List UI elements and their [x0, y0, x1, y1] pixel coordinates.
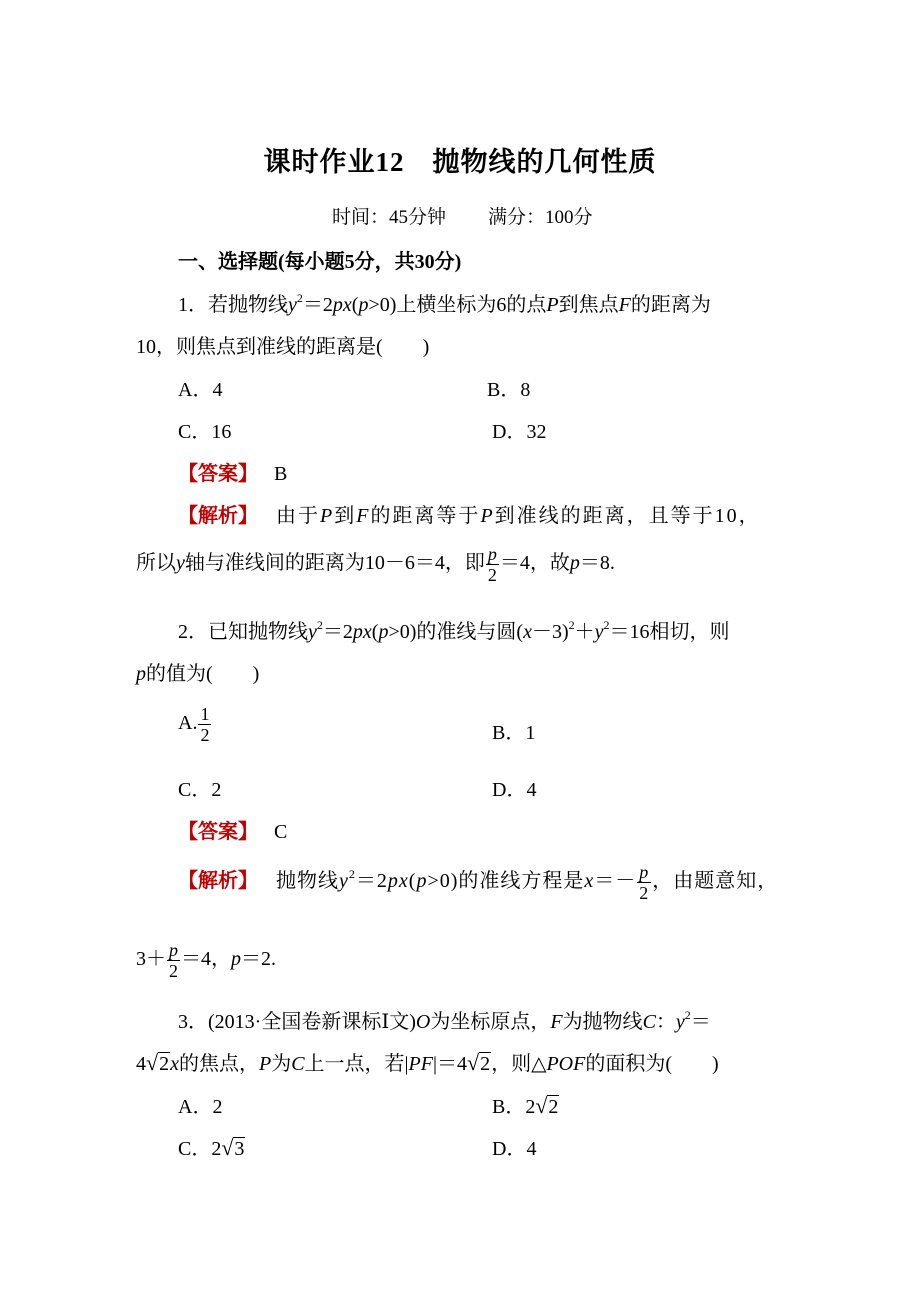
- q2-analysis-line2: 3＋ $\frac{p}{2}$ ＝4，p＝2.: [136, 940, 276, 981]
- sqrt-symbol: √2: [535, 1093, 559, 1118]
- fraction-p-over-2: $\frac{p}{2}$: [487, 544, 497, 585]
- q1-analysis-line1: 【解析】 由于P到F的距离等于P到准线的距离，且等于10，: [178, 505, 761, 527]
- q2-option-b[interactable]: B．1: [492, 722, 536, 744]
- q3-option-d[interactable]: D．4: [492, 1138, 537, 1160]
- q1-option-c[interactable]: C．16: [178, 421, 232, 443]
- sqrt-symbol: √2: [146, 1050, 170, 1075]
- fraction-one-half: $\frac{1}{2}$: [200, 704, 210, 745]
- page-title: 课时作业12 抛物线的几何性质: [263, 147, 657, 177]
- fraction-p-over-2: $\frac{p}{2}$: [169, 940, 178, 981]
- q2-answer: 【答案】 C: [178, 821, 288, 843]
- q1-option-b[interactable]: B．8: [487, 379, 531, 401]
- q2-option-c[interactable]: C．2: [178, 779, 222, 801]
- q2-option-d[interactable]: D．4: [492, 779, 537, 801]
- sqrt-symbol: √2: [467, 1050, 491, 1075]
- q2-option-a[interactable]: A. $\frac{1}{2}$: [178, 704, 210, 745]
- fraction-p-over-2: $\frac{p}{2}$: [639, 862, 650, 903]
- q3-option-c[interactable]: C．2√3: [178, 1135, 245, 1160]
- q2-stem-line2: p的值为( ): [136, 663, 260, 685]
- q2-stem-line1: 2．已知抛物线$y^2=2px(p>0)$的准线与圆$(x-3)^2+y^2=16$相切，则: [178, 618, 730, 643]
- q1-option-d[interactable]: D．32: [492, 421, 547, 443]
- q1-option-a[interactable]: A．4: [178, 379, 223, 401]
- q1-answer: 【答案】 B: [178, 463, 288, 485]
- time-limit: 时间：45分钟: [332, 207, 447, 228]
- q1-stem-line1: 1．若抛物线$y^2=2px(p>0)$上横坐标为6的点P到焦点F的距离为: [178, 291, 711, 316]
- q1-analysis-line2: 所以y轴与准线间的距离为10－6＝4，即 $\frac{p}{2}$ ＝4，故p＝8.: [136, 544, 615, 585]
- full-score: 满分：100分: [488, 207, 593, 228]
- section-heading: 一、选择题(每小题5分，共30分): [178, 251, 462, 273]
- q3-stem-line1: 3．(2013·全国卷新课标Ⅰ文)O为坐标原点，F为抛物线C：$y^2=$: [178, 1008, 711, 1033]
- q2-analysis-line1: 【解析】 抛物线$y^2=2px(p>0)$的准线方程是x＝－ $\frac{p}{2}$ ，由题意知，: [178, 862, 779, 903]
- sqrt-symbol: √3: [221, 1135, 245, 1160]
- time-score-info: [332, 202, 593, 229]
- q3-stem-line2: 4√2x的焦点，P为C上一点，若|PF|＝4√2，则△POF的面积为( ): [136, 1050, 719, 1075]
- q1-stem-line2: 10，则焦点到准线的距离是( ): [136, 336, 430, 358]
- q3-option-b[interactable]: B．2√2: [492, 1093, 559, 1118]
- q3-option-a[interactable]: A．2: [178, 1096, 223, 1118]
